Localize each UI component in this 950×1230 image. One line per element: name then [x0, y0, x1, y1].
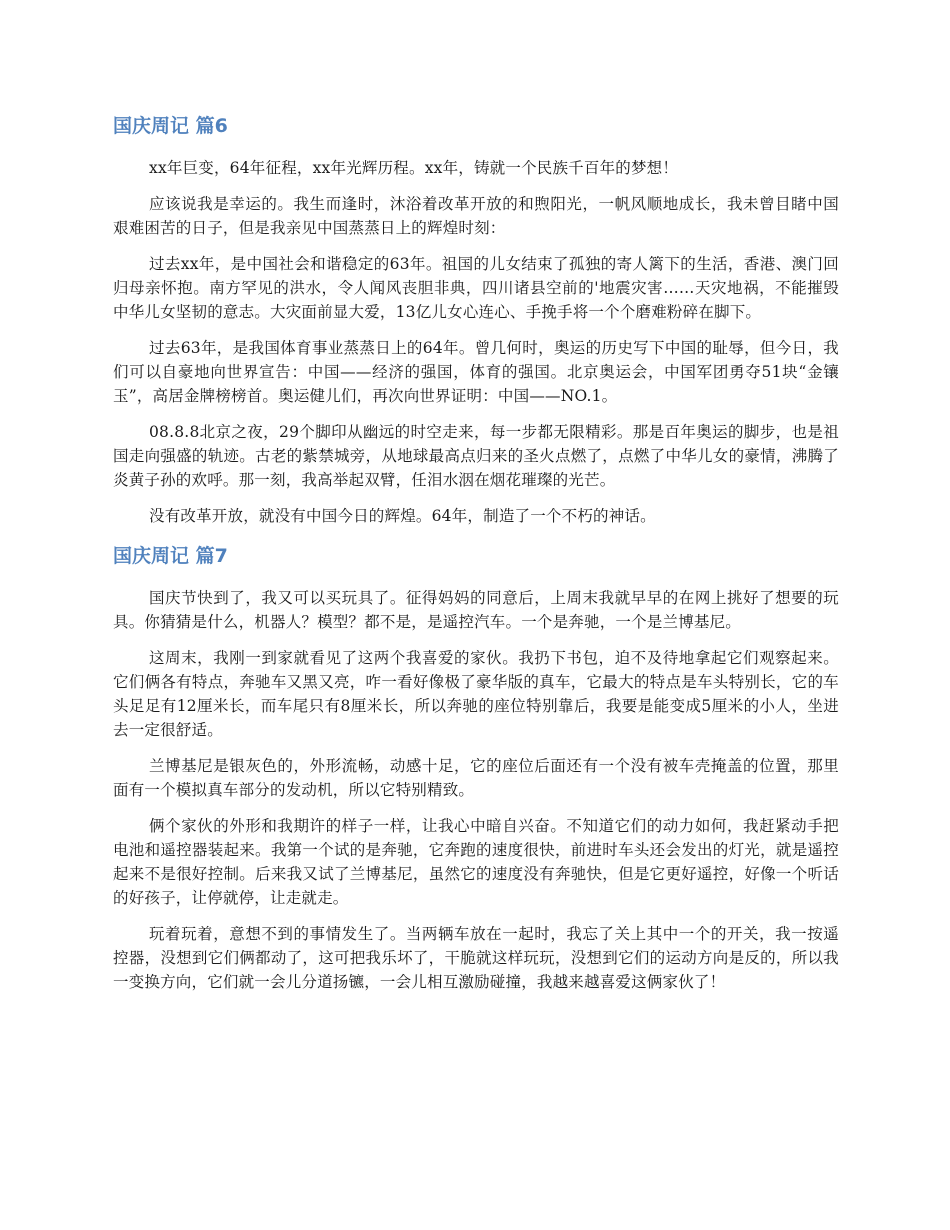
- paragraph: 玩着玩着，意想不到的事情发生了。当两辆车放在一起时，我忘了关上其中一个的开关，我一按遥控器，没想到它们俩都动了，这可把我乐坏了，干脆就这样玩玩，没想到它们的运动方向是反的，所以我一变换方向，它们就一会儿分道扬镳，一会儿相互激励碰撞，我越来越喜爱这俩家伙了！: [113, 925, 839, 991]
- paragraph: 08.8.8北京之夜，29个脚印从幽远的时空走来，每一步都无限精彩。那是百年奥运的脚步，也是祖国走向强盛的轨迹。古老的紫禁城旁，从地球最高点归来的圣火点燃了，点燃了中华儿女的豪情，沸腾了炎黄子孙的欢呼。那一刻，我高举起双臂，任泪水洇在烟花璀璨的光芒。: [113, 423, 839, 489]
- paragraph: 俩个家伙的外形和我期许的样子一样，让我心中暗自兴奋。不知道它们的动力如何，我赶紧动手把电池和遥控器装起来。我第一个试的是奔驰，它奔跑的速度很快，前进时车头还会发出的灯光，就是遥控起来不是很好控制。后来我又试了兰博基尼，虽然它的速度没有奔驰快，但是它更好遥控，好像一个听话的好孩子，让停就停，让走就走。: [113, 817, 839, 907]
- section-title: 国庆周记 篇6: [113, 115, 228, 137]
- paragraph: 兰博基尼是银灰色的，外形流畅，动感十足，它的座位后面还有一个没有被车壳掩盖的位置，那里面有一个模拟真车部分的发动机，所以它特别精致。: [113, 757, 839, 799]
- paragraph: 国庆节快到了，我又可以买玩具了。征得妈妈的同意后，上周末我就早早的在网上挑好了想要的玩具。你猜猜是什么，机器人？模型？都不是，是遥控汽车。一个是奔驰，一个是兰博基尼。: [113, 589, 839, 631]
- section-title: 国庆周记 篇7: [113, 545, 228, 567]
- paragraph: 这周末，我刚一到家就看见了这两个我喜爱的家伙。我扔下书包，迫不及待地拿起它们观察起来。它们俩各有特点，奔驰车又黑又亮，咋一看好像极了豪华版的真车，它最大的特点是车头特别长，它的车头足足有12厘米长，而车尾只有8厘米长，所以奔驰的座位特别靠后，我要是能变成5厘米的小人，坐进去一定很舒适。: [113, 649, 839, 739]
- paragraph: xx年巨变，64年征程，xx年光辉历程。xx年，铸就一个民族千百年的梦想！: [149, 159, 679, 177]
- paragraph: 过去63年，是我国体育事业蒸蒸日上的64年。曾几何时，奥运的历史写下中国的耻辱，但今日，我们可以自豪地向世界宣告：中国——经济的强国，体育的强国。北京奥运会，中国军团勇夺51块“金镶玉”，高居金牌榜榜首。奥运健儿们，再次向世界证明：中国——NO.1。: [113, 339, 839, 405]
- paragraph: 过去xx年，是中国社会和谐稳定的63年。祖国的儿女结束了孤独的寄人篱下的生活，香港、澳门回归母亲怀抱。南方罕见的洪水，令人闻风丧胆非典，四川诸县空前的'地震灾害……天灾地祸，不能摧毁中华儿女坚韧的意志。大灾面前显大爱，13亿儿女心连心、手挽手将一个个磨难粉碎在脚下。: [113, 255, 839, 321]
- paragraph: 应该说我是幸运的。我生而逢时，沐浴着改革开放的和煦阳光，一帆风顺地成长，我未曾目睹中国艰难困苦的日子，但是我亲见中国蒸蒸日上的辉煌时刻：: [113, 195, 839, 237]
- section-7: [113, 540, 839, 994]
- section-6: [113, 110, 839, 528]
- document-page: [113, 110, 839, 1006]
- paragraph: 没有改革开放，就没有中国今日的辉煌。64年，制造了一个不朽的神话。: [149, 507, 656, 525]
